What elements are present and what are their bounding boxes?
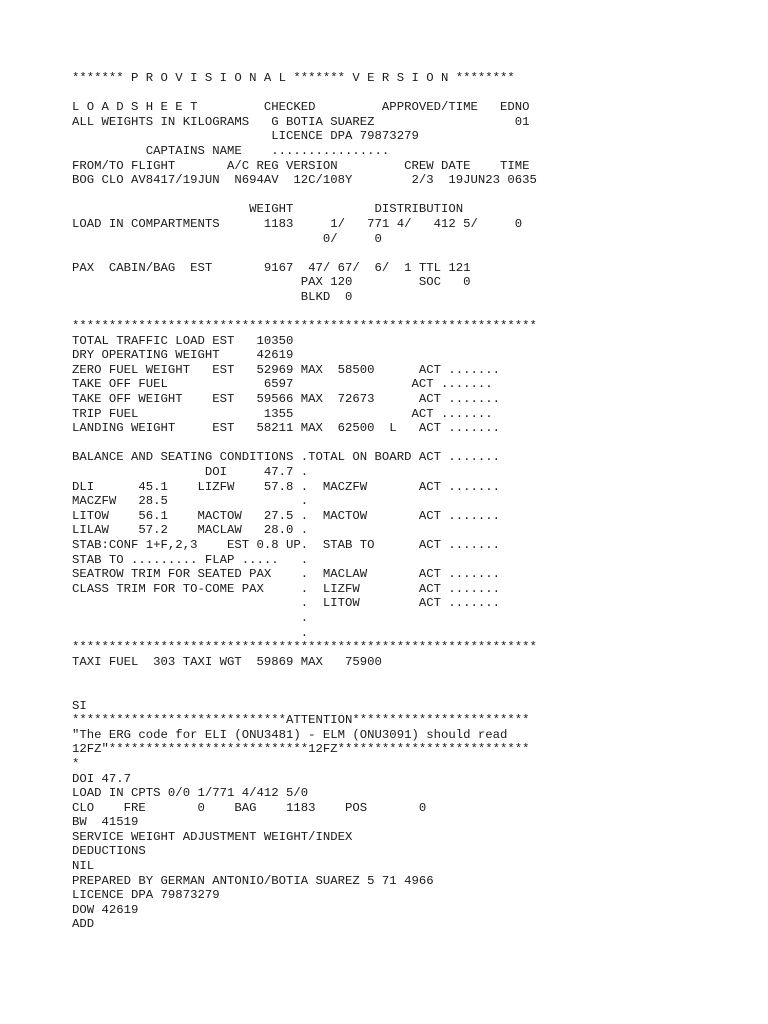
document-line: TAKE OFF FUEL 6597 ACT ....... <box>72 377 493 392</box>
document-line: LICENCE DPA 79873279 <box>72 888 220 903</box>
document-line: BW 41519 <box>72 815 139 830</box>
document-line <box>72 188 537 203</box>
document-line: PREPARED BY GERMAN ANTONIO/BOTIA SUAREZ 5 71 4966 <box>72 873 434 888</box>
document-line: BOG CLO AV8417/19JUN N694AV 12C/108Y 2/3 19JUN23 0635 <box>72 173 537 188</box>
document-line <box>72 669 537 684</box>
document-line: LOAD IN COMPARTMENTS 1183 1/ 771 4/ 412 5/ 0 <box>72 216 523 231</box>
document-line: LANDING WEIGHT EST 58211 MAX 62500 L ACT ....... <box>72 421 501 436</box>
document-line: SI <box>72 698 87 713</box>
document-line: *************************************************************** <box>72 640 537 655</box>
document-line: DEDUCTIONS <box>72 844 146 859</box>
document-line: ******* P R O V I S I O N A L ******* V E R S I O N ******** <box>72 71 515 85</box>
document-line: MACZFW 28.5 . <box>72 494 309 509</box>
document-line: . LITOW ACT ....... <box>72 596 501 611</box>
document-line: *************************************************************** <box>72 319 537 334</box>
document-line: DOI 47.7 . <box>72 465 309 480</box>
document-line: DOW 42619 <box>72 902 139 917</box>
document-line: STAB TO ......... FLAP ..... . <box>72 552 309 567</box>
document-line: "The ERG code for ELI (ONU3481) - ELM (ONU3091) should read <box>72 727 508 742</box>
document-line: DOI 47.7 <box>72 771 132 786</box>
document-line: PAX CABIN/BAG EST 9167 47/ 67/ 6/ 1 TTL 121 <box>72 260 471 275</box>
document-line: TAXI FUEL 303 TAXI WGT 59869 MAX 75900 <box>72 654 382 669</box>
document-line <box>72 86 537 101</box>
document-line: BALANCE AND SEATING CONDITIONS .TOTAL ON BOARD ACT ....... <box>72 450 501 465</box>
document-line: SERVICE WEIGHT ADJUSTMENT WEIGHT/INDEX <box>72 829 353 844</box>
document-line: LILAW 57.2 MACLAW 28.0 . <box>72 523 309 538</box>
loadsheet-document <box>72 71 537 932</box>
document-line: . <box>72 625 309 640</box>
document-line: 12FZ"***************************12FZ************************** <box>72 742 530 757</box>
document-line: PAX 120 SOC 0 <box>72 275 471 290</box>
document-line: DRY OPERATING WEIGHT 42619 <box>72 348 294 363</box>
document-line: LITOW 56.1 MACTOW 27.5 . MACTOW ACT ....... <box>72 508 501 523</box>
document-line <box>72 246 537 261</box>
document-line: * <box>72 756 80 771</box>
document-line: DLI 45.1 LIZFW 57.8 . MACZFW ACT ....... <box>72 479 501 494</box>
document-line: ADD <box>72 917 95 932</box>
document-line: BLKD 0 <box>72 289 353 304</box>
document-line: ALL WEIGHTS IN KILOGRAMS G BOTIA SUAREZ 01 <box>72 114 530 129</box>
document-line: CLASS TRIM FOR TO-COME PAX . LIZFW ACT ....... <box>72 581 501 596</box>
document-line: L O A D S H E E T CHECKED APPROVED/TIME EDNO <box>72 100 530 115</box>
document-line: *****************************ATTENTION************************ <box>72 713 530 728</box>
document-line: CLO FRE 0 BAG 1183 POS 0 <box>72 800 427 815</box>
document-line <box>72 305 537 320</box>
document-line: TOTAL TRAFFIC LOAD EST 10350 <box>72 333 294 348</box>
document-line: TRIP FUEL 1355 ACT ....... <box>72 406 493 421</box>
document-line: FROM/TO FLIGHT A/C REG VERSION CREW DATE TIME <box>72 158 530 173</box>
document-line: STAB:CONF 1+F,2,3 EST 0.8 UP. STAB TO ACT ....... <box>72 538 501 552</box>
document-line: TAKE OFF WEIGHT EST 59566 MAX 72673 ACT ....... <box>72 392 501 407</box>
document-line: SEATROW TRIM FOR SEATED PAX . MACLAW ACT ....... <box>72 567 501 582</box>
document-line: ZERO FUEL WEIGHT EST 52969 MAX 58500 ACT ....... <box>72 362 501 377</box>
document-line: NIL <box>72 859 95 874</box>
document-line: LOAD IN CPTS 0/0 1/771 4/412 5/0 <box>72 786 309 801</box>
document-line <box>72 684 537 699</box>
document-line: CAPTAINS NAME ................ <box>72 143 390 158</box>
document-line: 0/ 0 <box>72 231 382 246</box>
document-line: LICENCE DPA 79873279 <box>72 129 419 144</box>
document-line: . <box>72 610 309 625</box>
document-line: WEIGHT DISTRIBUTION <box>72 202 464 217</box>
document-line <box>72 436 537 451</box>
